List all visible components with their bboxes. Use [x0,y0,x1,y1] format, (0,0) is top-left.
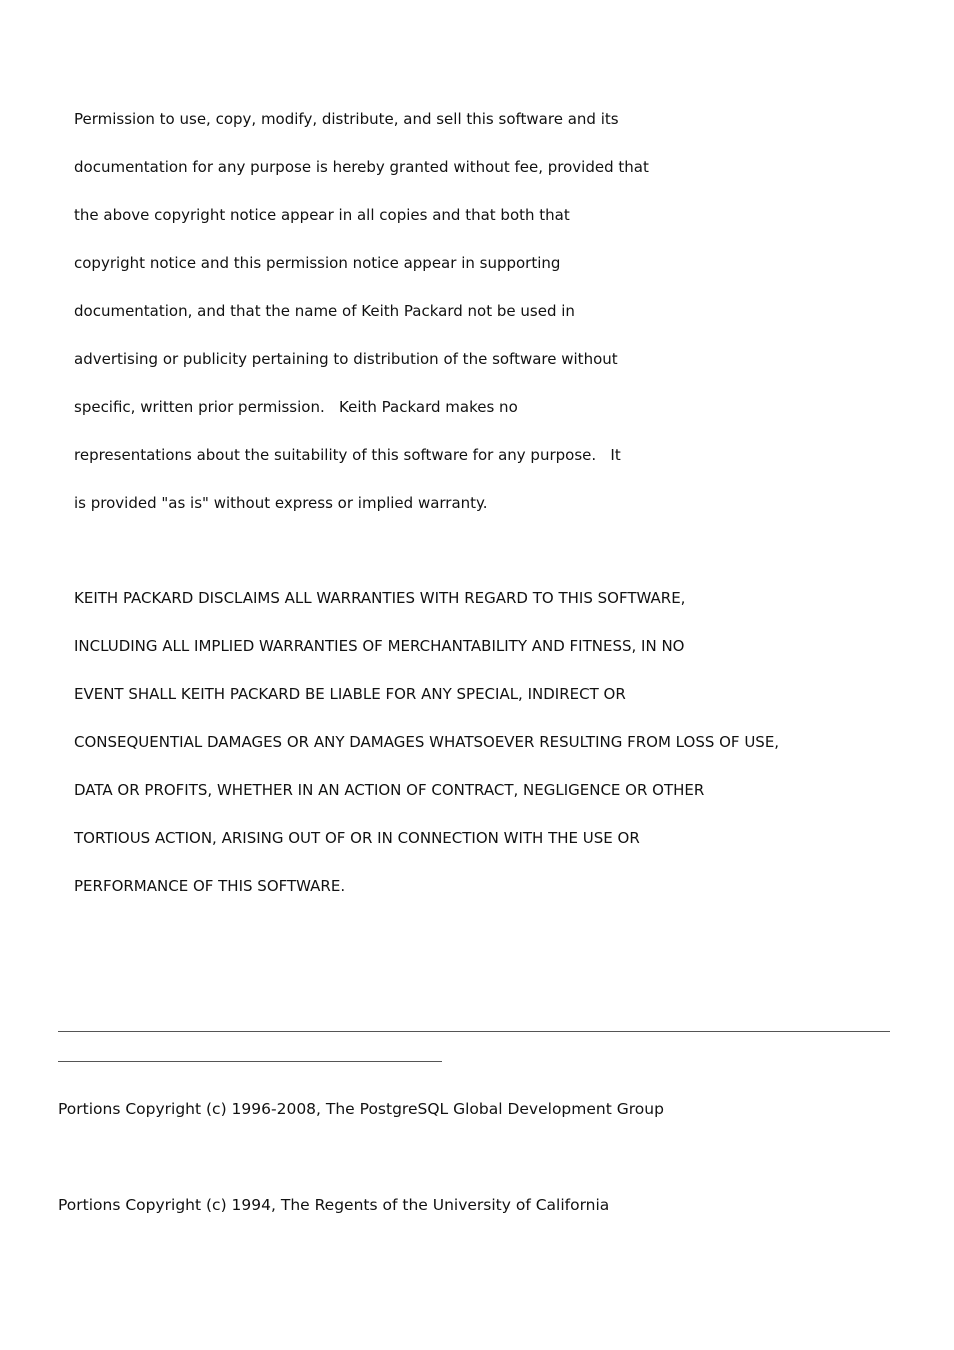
permission-line: the above copyright notice appear in all copies and that both that [74,206,570,224]
disclaimer-line: CONSEQUENTIAL DAMAGES OR ANY DAMAGES WHATSOEVER RESULTING FROM LOSS OF USE, [74,733,780,751]
permission-line: is provided "as is" without express or implied warranty. [74,494,488,512]
warranty-disclaimer [74,574,779,910]
disclaimer-line: KEITH PACKARD DISCLAIMS ALL WARRANTIES WITH REGARD TO THIS SOFTWARE, [74,589,686,607]
disclaimer-line: PERFORMANCE OF THIS SOFTWARE. [74,877,346,895]
copyright-postgresql: Portions Copyright (c) 1996-2008, The PostgreSQL Global Development Group [58,1100,664,1118]
separator-rule-long [58,1031,890,1032]
permission-notice [74,95,649,527]
disclaimer-line: DATA OR PROFITS, WHETHER IN AN ACTION OF CONTRACT, NEGLIGENCE OR OTHER [74,781,705,799]
permission-line: Permission to use, copy, modify, distribute, and sell this software and its [74,110,619,128]
disclaimer-line: INCLUDING ALL IMPLIED WARRANTIES OF MERCHANTABILITY AND FITNESS, IN NO [74,637,685,655]
permission-line: representations about the suitability of this software for any purpose. It [74,446,621,464]
permission-line: specific, written prior permission. Keith Packard makes no [74,398,518,416]
permission-line: advertising or publicity pertaining to distribution of the software without [74,350,618,368]
copyright-regents: Portions Copyright (c) 1994, The Regents of the University of California [58,1196,610,1214]
permission-line: documentation for any purpose is hereby granted without fee, provided that [74,158,649,176]
disclaimer-line: EVENT SHALL KEITH PACKARD BE LIABLE FOR ANY SPECIAL, INDIRECT OR [74,685,626,703]
disclaimer-line: TORTIOUS ACTION, ARISING OUT OF OR IN CONNECTION WITH THE USE OR [74,829,640,847]
permission-line: copyright notice and this permission notice appear in supporting [74,254,561,272]
separator-rule-short [58,1061,442,1062]
permission-line: documentation, and that the name of Keith Packard not be used in [74,302,575,320]
